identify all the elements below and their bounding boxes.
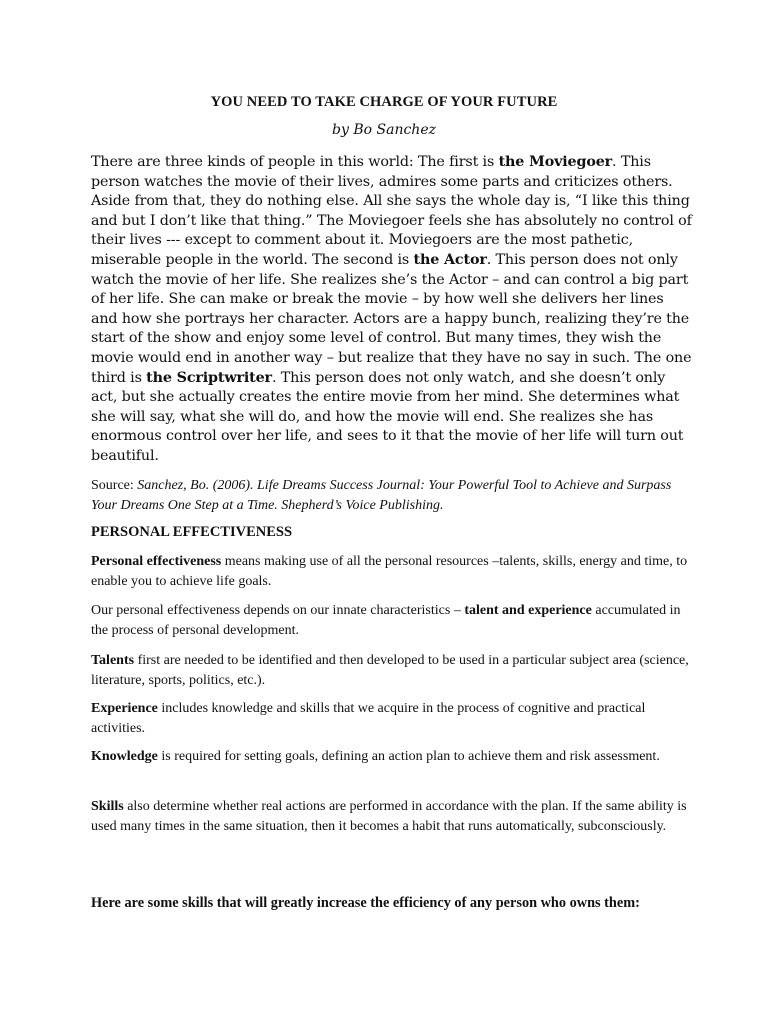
- paragraph-text: Our personal effectiveness depends on our innate characteristics –: [91, 603, 465, 618]
- intro-text: There are three kinds of people in this world: The first is: [91, 154, 499, 170]
- moviegoer-term: the Moviegoer: [498, 154, 613, 170]
- paragraph-text: first are needed to be identified and then developed to be used in a particular subject area (science, literature, sports, politics, etc.).: [91, 653, 689, 688]
- intro-paragraph: [91, 153, 693, 467]
- actor-term: the Actor: [413, 251, 487, 268]
- closing-statement: Here are some skills that will greatly increase the efficiency of any person who owns them:: [91, 895, 640, 911]
- intro-text: . This person does not only watch the movie of her life. She realizes she’s the Actor – and can control a big part of her life. She can make or break the movie – by how well she delivers her lines and how she portrays her character. Actors are a happy bunch, realizing they’re the start of the show and enjoy some level of control. But many times, they wish the movie would end in another way – but realize that they have no say in such. The one third is: [91, 251, 692, 386]
- paragraph-experience: [91, 699, 691, 738]
- paragraph-skills: [91, 797, 691, 836]
- term: Experience: [91, 701, 158, 716]
- term: Knowledge: [91, 749, 158, 764]
- paragraph-personal-effectiveness: [91, 552, 691, 591]
- source-label: Source:: [91, 478, 138, 493]
- source-citation: [91, 476, 691, 515]
- intro-text: . This person does not only watch, and she doesn’t only act, but she actually creates the entire movie from her mind. She determines what she will say, what she will do, and how the movie will end. She realizes she has enormous control over her life, and sees to it that the movie of her life will turn out beautiful.: [91, 369, 684, 464]
- paragraph-text: also determine whether real actions are performed in accordance with the plan. If the same ability is used many times in the same situation, then it becomes a habit that runs automatically, subconsciously.: [91, 799, 687, 834]
- paragraph-text: means making use of all the personal resources –talents, skills, energy and time, to enable you to achieve life goals.: [91, 554, 688, 589]
- term: Personal effectiveness: [91, 554, 222, 569]
- section-heading: PERSONAL EFFECTIVENESS: [91, 524, 293, 540]
- intro-text: . This person watches the movie of their lives, admires some parts and criticizes others. Aside from that, they do nothing else. All she says the whole day is, “I like this thing and but I don’t like that thing.” The Moviegoer feels she has absolutely no control of their lives --- except to comment about it. Moviegoers are the most pathetic, miserable people in the world. The second is: [91, 154, 692, 268]
- document-title: YOU NEED TO TAKE CHARGE OF YOUR FUTURE: [210, 94, 558, 110]
- term: Skills: [91, 799, 124, 814]
- scriptwriter-term: the Scriptwriter: [146, 369, 272, 386]
- paragraph-characteristics: [91, 601, 691, 640]
- paragraph-knowledge: [91, 747, 691, 767]
- paragraph-text: accumulated in the process of personal development.: [91, 603, 681, 638]
- term: talent and experience: [464, 603, 592, 618]
- paragraph-text: is required for setting goals, defining an action plan to achieve them and risk assessment.: [157, 749, 660, 764]
- source-reference: Sanchez, Bo. (2006). Life Dreams Success Journal: Your Powerful Tool to Achieve and Surpass Your Dreams One Step at a Time. Shepherd’s Voice Publishing.: [91, 478, 672, 513]
- paragraph-talents: [91, 651, 691, 690]
- term: Talents: [91, 653, 135, 668]
- author-byline: by Bo Sanchez: [332, 122, 436, 138]
- paragraph-text: includes knowledge and skills that we acquire in the process of cognitive and practical activities.: [91, 701, 646, 736]
